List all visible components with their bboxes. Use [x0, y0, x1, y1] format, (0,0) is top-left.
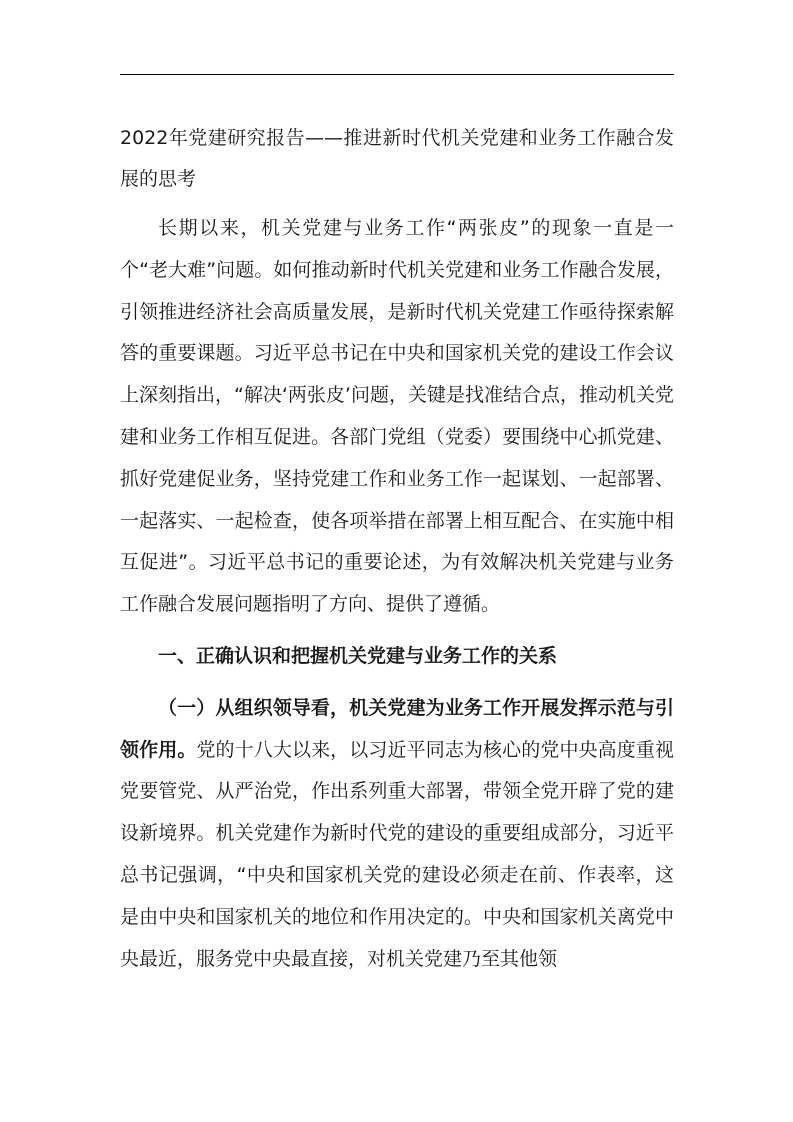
subsection-lead: （一）从组织领导看，机关党建为业务工作开展发挥示范与引领作用。 — [120, 696, 674, 761]
intro-paragraph: 长期以来，机关党建与业务工作“两张皮”的现象一直是一个“老大难”问题。如何推动新时代机关党建和业务工作融合发展，引领推进经济社会高质量发展，是新时代机关党建工作亟待探索解答的重要课题。习近平总书记在中央和国家机关党的建设工作会议上深刻指出，“解决‘两张皮’问题，关键是找准结合点，推动机关党建和业务工作相互促进。各部门党组（党委）要围绕中心抓党建、抓好党建促业务，坚持党建工作和业务工作一起谋划、一起部署、一起落实、一起检查，使各项举措在部署上相互配合、在实施中相互促进”。习近平总书记的重要论述，为有效解决机关党建与业务工作融合发展问题指明了方向、提供了遵循。 — [120, 217, 674, 616]
section-heading: 一、正确认识和把握机关党建与业务工作的关系 — [158, 644, 558, 667]
subsection-text: 党的十八大以来，以习近平同志为核心的党中央高度重视党要管党、从严治党，作出系列重大部署，带领全党开辟了党的建设新境界。机关党建作为新时代党的建设的重要组成部分，习近平总书记强调，“中央和国家机关党的建设必须走在前、作表率，这是由中央和国家机关的地位和作用决定的。中央和国家机关离党中央最近，服务党中央最直接，对机关党建乃至其他领 — [120, 738, 674, 970]
document-body — [120, 118, 674, 980]
document-title: 2022年党建研究报告——推进新时代机关党建和业务工作融合发展的思考 — [120, 127, 674, 190]
subsection-paragraph — [120, 688, 674, 981]
header-rule — [120, 74, 674, 75]
